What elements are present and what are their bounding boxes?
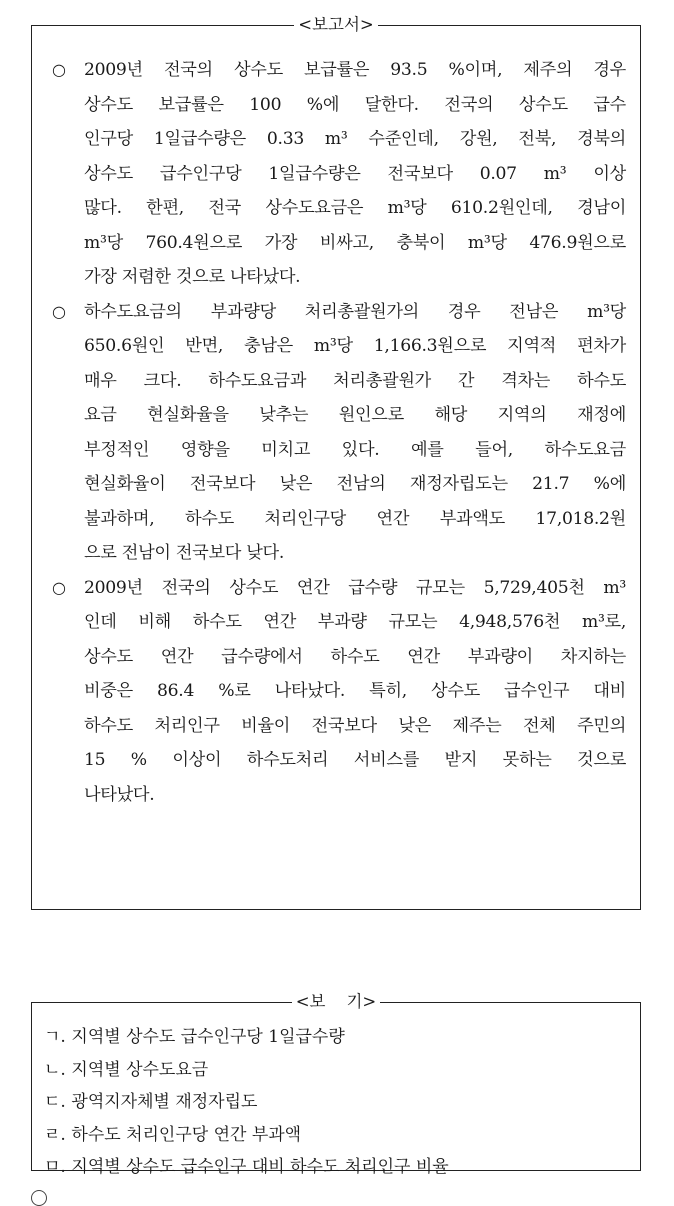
bogi-text: 지역별 상수도 급수인구 대비 하수도 처리인구 비율 [71, 1157, 449, 1177]
report-line: 상수도 보급률은 100 %에 달한다. 전국의 상수도 급수 [84, 94, 626, 115]
report-line: 상수도 급수인구당 1일급수량은 전국보다 0.07 m³ 이상 [84, 163, 626, 184]
bogi-text: 지역별 상수도 급수인구당 1일급수량 [71, 1027, 345, 1047]
bogi-mark: ㄷ. [44, 1092, 66, 1112]
bogi-mark: ㄹ. [44, 1124, 66, 1145]
report-item [52, 571, 626, 813]
report-line: 부정적인 영향을 미치고 있다. 예를 들어, 하수도요금 [84, 439, 626, 460]
report-line: 하수도 처리인구 비율이 전국보다 낮은 제주는 전체 주민의 [84, 715, 626, 736]
report-line: 으로 전남이 전국보다 낮다. [84, 543, 284, 563]
bogi-item [44, 1086, 630, 1119]
report-item [52, 295, 626, 571]
report-title: <보고서> [32, 15, 640, 35]
report-line: 상수도 연간 급수량에서 하수도 연간 부과량이 차지하는 [84, 646, 626, 667]
report-item [52, 53, 626, 295]
bogi-item [44, 1119, 630, 1152]
bogi-text: 광역지자체별 재정자립도 [71, 1092, 258, 1112]
report-line: 요금 현실화율을 낮추는 원인으로 해당 지역의 재정에 [84, 405, 626, 425]
report-line: 인구당 1일급수량은 0.33 m³ 수준인데, 강원, 전북, 경북의 [84, 129, 626, 149]
report-line: 2009년 전국의 상수도 연간 급수량 규모는 5,729,405천 m³ [84, 577, 626, 598]
report-line: 나타났다. [84, 784, 155, 805]
bogi-item [44, 1021, 630, 1054]
report-body [52, 53, 626, 812]
bogi-title: <보 기> [32, 992, 640, 1012]
report-line: 650.6원인 반면, 충남은 m³당 1,166.3원으로 지역적 편차가 [84, 336, 626, 356]
report-line: 2009년 전국의 상수도 보급률은 93.5 %이며, 제주의 경우 [84, 60, 626, 80]
circle-bullet-icon: ○ [52, 60, 66, 79]
bogi-body [44, 1021, 630, 1184]
report-line: 불과하며, 하수도 처리인구당 연간 부과액도 17,018.2원 [84, 508, 626, 529]
report-box [31, 15, 641, 910]
bogi-box [31, 992, 641, 1177]
report-line: 15 % 이상이 하수도처리 서비스를 받지 못하는 것으로 [84, 750, 626, 770]
report-line: 인데 비해 하수도 연간 부과량 규모는 4,948,576천 m³로, [84, 612, 626, 632]
bogi-mark: ㄱ. [44, 1027, 66, 1047]
report-line: m³당 760.4원으로 가장 비싸고, 충북이 m³당 476.9원으로 [84, 232, 626, 253]
report-line: 매우 크다. 하수도요금과 처리총괄원가 간 격차는 하수도 [84, 370, 626, 391]
bogi-mark: ㄴ. [44, 1059, 66, 1080]
bogi-item [44, 1151, 630, 1184]
report-line: 가장 저렴한 것으로 나타났다. [84, 267, 301, 287]
circle-bullet-icon: ○ [52, 577, 66, 597]
report-line: 하수도요금의 부과량당 처리총괄원가의 경우 전남은 m³당 [84, 301, 626, 322]
bogi-mark: ㅁ. [44, 1157, 66, 1177]
report-line: 많다. 한편, 전국 상수도요금은 m³당 610.2원인데, 경남이 [84, 198, 626, 218]
circle-bullet-icon: ○ [52, 301, 66, 321]
report-line: 현실화율이 전국보다 낮은 전남의 재정자립도는 21.7 %에 [84, 474, 626, 494]
bogi-text: 지역별 상수도요금 [71, 1059, 209, 1080]
bogi-text: 하수도 처리인구당 연간 부과액 [71, 1124, 302, 1145]
answer-circle-icon [31, 1190, 47, 1206]
bogi-item [44, 1054, 630, 1087]
report-line: 비중은 86.4 %로 나타났다. 특히, 상수도 급수인구 대비 [84, 681, 626, 701]
